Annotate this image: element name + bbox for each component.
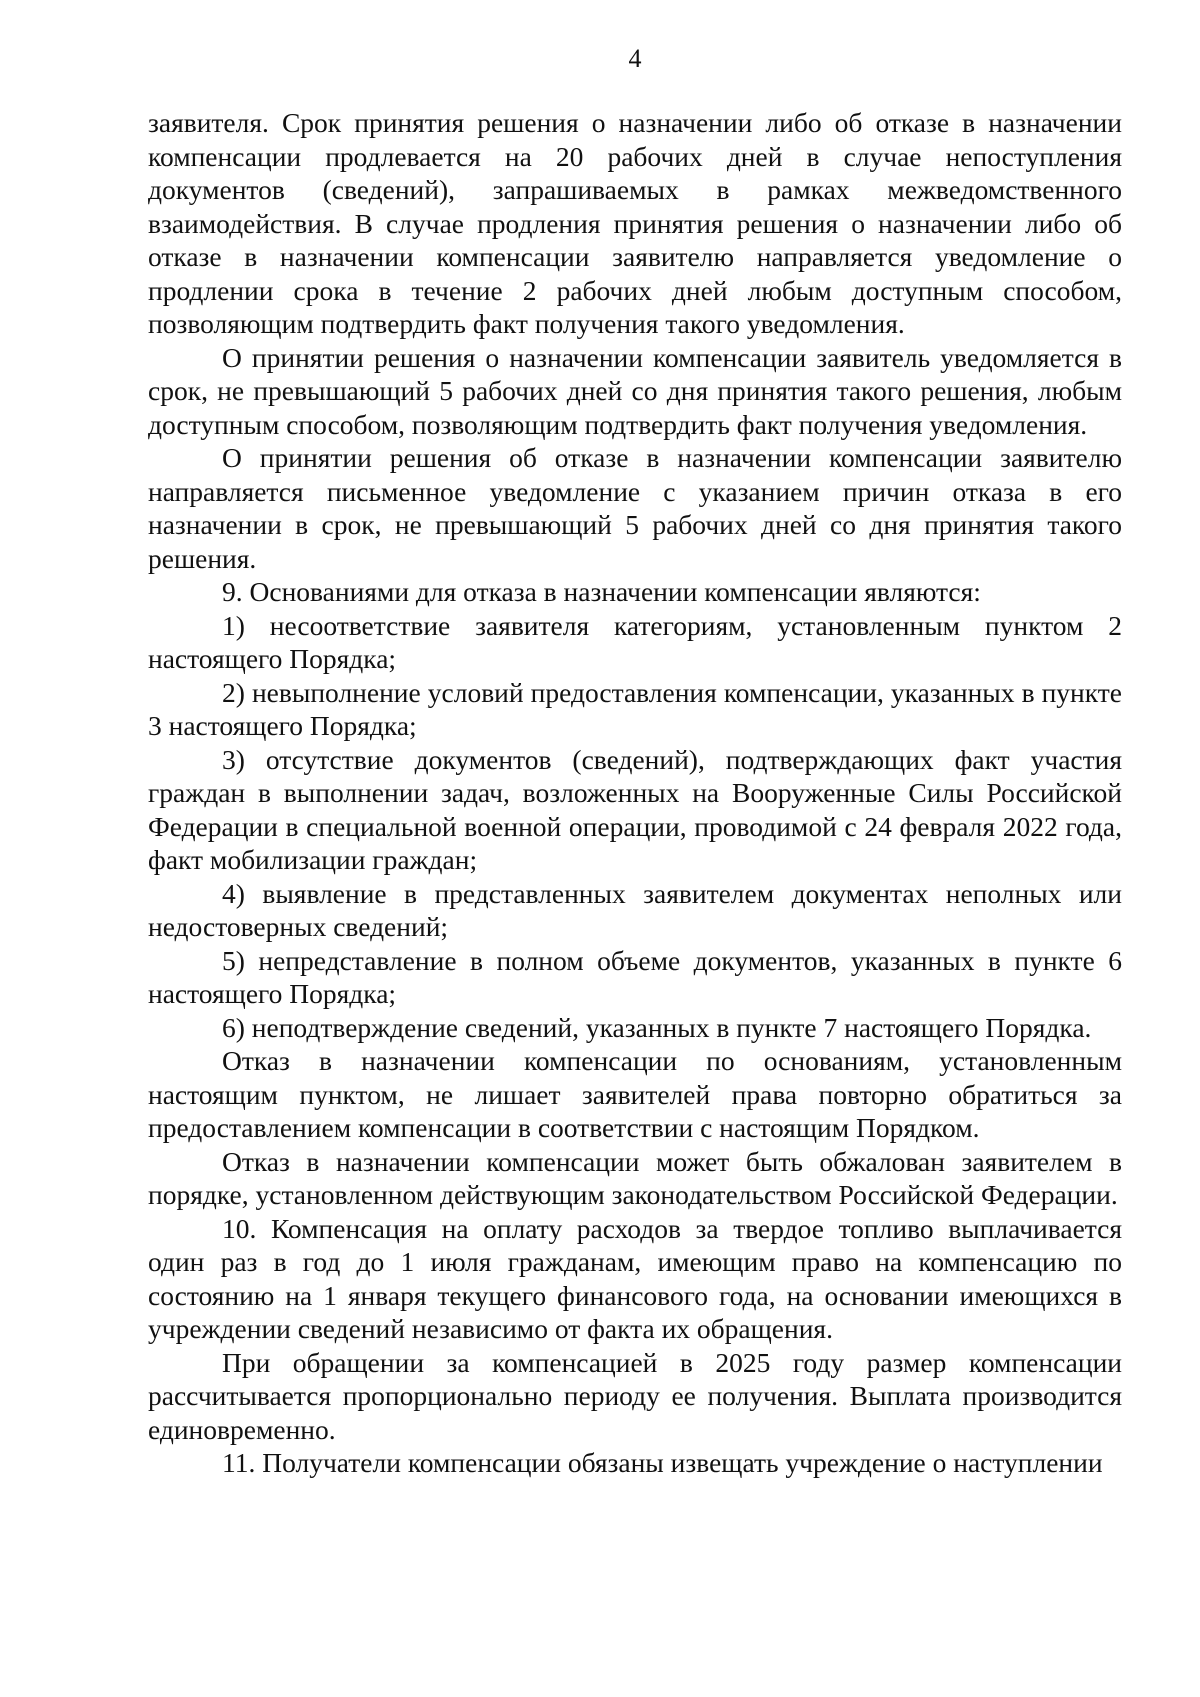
paragraph-reapply: Отказ в назначении компенсации по основаниям, установленным настоящим пунктом, не лишает заявителей права повторно обратиться за предоставлением компенсации в соответствии с настоящим Порядком. (148, 1045, 1122, 1143)
paragraph-appeal: Отказ в назначении компенсации может быть обжалован заявителем в порядке, установленном действующим законодательством Российской Федерации. (148, 1145, 1122, 1210)
page-number: 4 (628, 44, 642, 73)
list-item: 3) отсутствие документов (сведений), подтверждающих факт участия граждан в выполнении задач, возложенных на Вооруженные Силы Российской Федерации в специальной военной операции, проводимой с 24 февраля 2022 года, факт мобилизации граждан; (148, 743, 1122, 875)
document-body (148, 106, 1122, 1480)
paragraph-section-10: 10. Компенсация на оплату расходов за твердое топливо выплачивается один раз в год до 1 июля гражданам, имеющим право на компенсацию по состоянию на 1 января текущего финансового года, на основании имеющихся в учреждении сведений независимо от факта их обращения. (148, 1212, 1122, 1344)
paragraph-continuation: заявителя. Срок принятия решения о назначении либо об отказе в назначении компенсации продлевается на 20 рабочих дней в случае непоступления документов (сведений), запрашиваемых в рамках межведомственного взаимодействия. В случае продления принятия решения о назначении либо об отказе в назначении компенсации заявителю направляется уведомление о продлении срока в течение 2 рабочих дней любым доступным способом, позволяющим подтвердить факт получения такого уведомления. (148, 107, 1122, 339)
list-item: 5) непредставление в полном объеме документов, указанных в пункте 6 настоящего Порядка; (148, 944, 1122, 1009)
paragraph-section-11: 11. Получатели компенсации обязаны извещать учреждение о наступлении (222, 1447, 1103, 1478)
list-item: 6) неподтверждение сведений, указанных в пункте 7 настоящего Порядка. (222, 1011, 1092, 1043)
list-item: 2) невыполнение условий предоставления компенсации, указанных в пункте 3 настоящего Порядка; (148, 676, 1122, 741)
paragraph-refusal-notice: О принятии решения об отказе в назначении компенсации заявителю направляется письменное уведомление с указанием причин отказа в его назначении в срок, не превышающий 5 рабочих дней со дня принятия такого решения. (148, 442, 1122, 574)
paragraph-section-9: 9. Основаниями для отказа в назначении компенсации являются: (222, 576, 981, 607)
paragraph-approval-notice: О принятии решения о назначении компенсации заявитель уведомляется в срок, не превышающий 5 рабочих дней со дня принятия такого решения, любым доступным способом, позволяющим подтвердить факт получения уведомления. (148, 341, 1122, 440)
list-item: 1) несоответствие заявителя категориям, установленным пунктом 2 настоящего Порядка; (148, 609, 1122, 674)
list-item: 4) выявление в представленных заявителем документах неполных или недостоверных сведений; (148, 877, 1122, 942)
paragraph-2025-compensation: При обращении за компенсацией в 2025 году размер компенсации рассчитывается пропорционально периоду ее получения. Выплата производится единовременно. (148, 1346, 1122, 1445)
